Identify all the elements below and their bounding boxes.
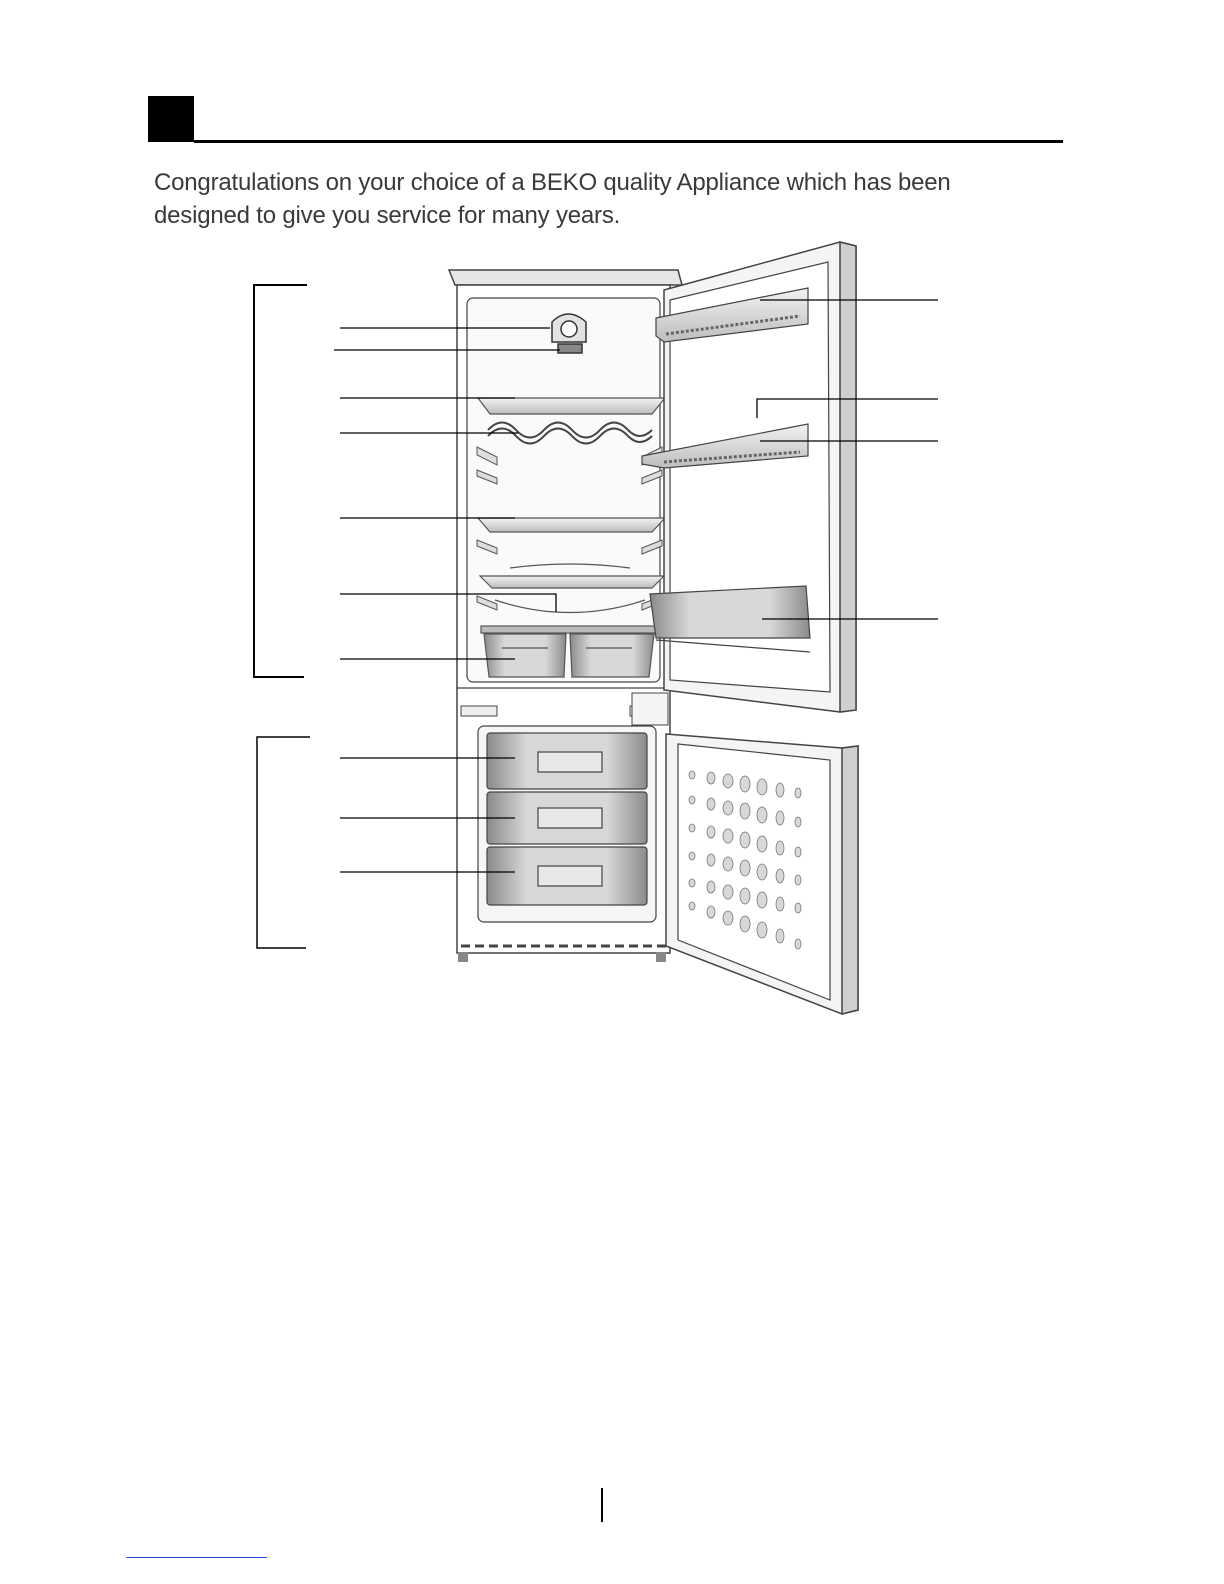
fridge-bracket xyxy=(254,285,307,677)
shelf-top xyxy=(478,398,665,414)
page-number-mark xyxy=(601,1488,603,1522)
shelf-middle xyxy=(478,518,665,532)
freezer-bracket xyxy=(257,737,310,948)
intro-line-2: designed to give you service for many years. xyxy=(154,202,621,229)
footer-link-rule xyxy=(126,1557,267,1558)
freezer-drawers xyxy=(487,733,647,905)
intro-line-1: Congratulations on your choice of a BEKO quality Appliance which has been xyxy=(154,169,951,196)
